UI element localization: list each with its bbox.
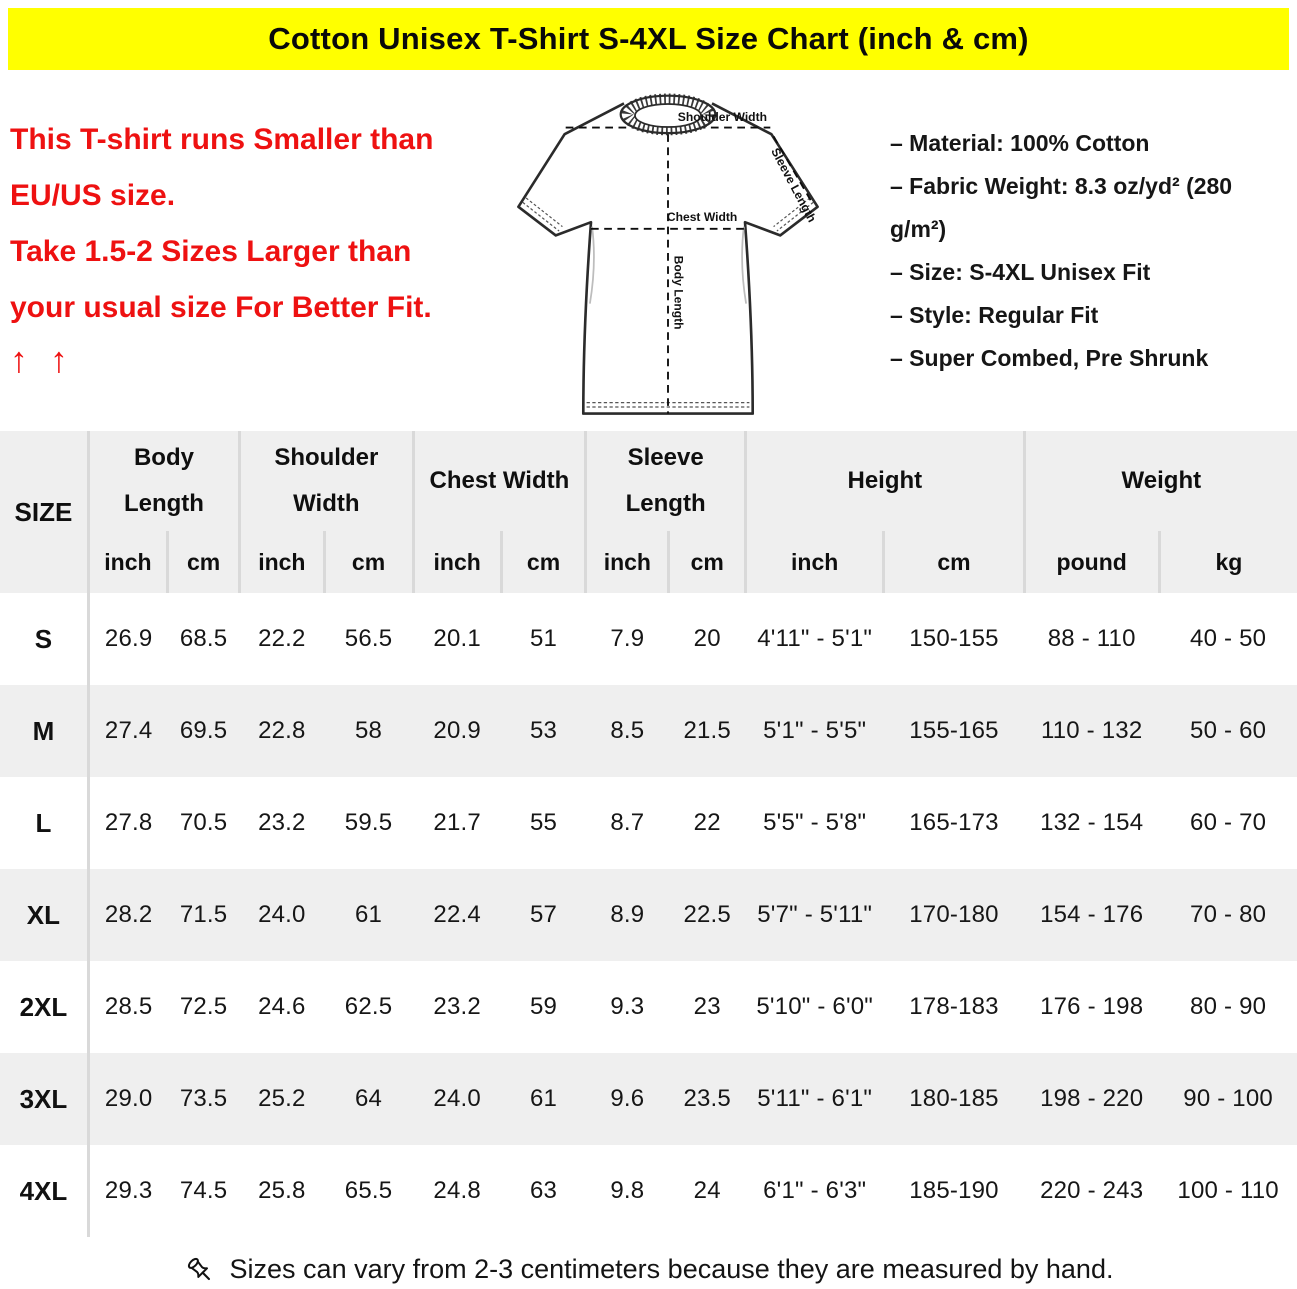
table-cell: 71.5 bbox=[179, 901, 228, 928]
table-cell: 20 bbox=[693, 625, 721, 652]
table-cell: 132 - 154 bbox=[1040, 809, 1144, 836]
table-cell: 53 bbox=[530, 717, 558, 744]
title-banner bbox=[8, 8, 1289, 70]
table-cell: 22 bbox=[693, 809, 721, 836]
table-cell: 65.5 bbox=[344, 1177, 393, 1204]
table-cell: 178-183 bbox=[909, 993, 999, 1020]
detail-item: – Fabric Weight: 8.3 oz/yd² (280 g/m²) bbox=[890, 173, 1233, 242]
table-cell: 100 - 110 bbox=[1177, 1177, 1279, 1204]
table-cell: 170-180 bbox=[909, 901, 999, 928]
table-cell: 176 - 198 bbox=[1040, 993, 1144, 1020]
table-cell: 29.3 bbox=[104, 1177, 153, 1204]
table-cell: 8.7 bbox=[610, 809, 645, 836]
table-cell: 64 bbox=[354, 1085, 383, 1112]
table-cell: 24.0 bbox=[258, 901, 306, 928]
unit-header-row bbox=[0, 531, 1297, 593]
notice-line: your usual size For Better Fit. bbox=[10, 291, 432, 324]
table-cell: 24.6 bbox=[258, 993, 306, 1020]
table-cell: 24.8 bbox=[433, 1177, 481, 1204]
table-cell: 9.8 bbox=[610, 1177, 645, 1204]
table-cell: 21.5 bbox=[683, 717, 731, 744]
table-cell: 29.0 bbox=[104, 1085, 153, 1112]
size-cell: 4XL bbox=[0, 1145, 88, 1237]
table-row bbox=[0, 869, 1297, 961]
table-cell: 20.1 bbox=[433, 625, 481, 652]
table-cell: 165-173 bbox=[909, 809, 999, 836]
table-cell: 60 - 70 bbox=[1190, 809, 1267, 836]
pushpin-icon bbox=[184, 1254, 216, 1286]
table-cell: 61 bbox=[530, 1085, 558, 1112]
table-cell: 6'1" - 6'3" bbox=[763, 1177, 867, 1204]
footer-note bbox=[0, 1237, 1297, 1289]
table-cell: 40 - 50 bbox=[1190, 625, 1267, 652]
unit-label: inch bbox=[586, 531, 669, 593]
up-arrows-icon: ↑ ↑ bbox=[10, 339, 75, 380]
table-cell: 72.5 bbox=[179, 993, 228, 1020]
table-cell: 23.2 bbox=[433, 993, 481, 1020]
detail-item: – Size: S-4XL Unisex Fit bbox=[890, 259, 1151, 285]
table-cell: 198 - 220 bbox=[1040, 1085, 1144, 1112]
table-cell: 23.5 bbox=[683, 1085, 731, 1112]
size-cell: XL bbox=[0, 869, 88, 961]
table-cell: 25.2 bbox=[258, 1085, 306, 1112]
table-cell: 68.5 bbox=[179, 625, 228, 652]
table-cell: 21.7 bbox=[433, 809, 481, 836]
group-body-length: Body Length bbox=[88, 431, 239, 531]
size-cell: M bbox=[0, 685, 88, 777]
unit-label: cm bbox=[168, 531, 240, 593]
unit-label: inch bbox=[88, 531, 167, 593]
tshirt-illustration-icon bbox=[502, 88, 834, 429]
table-cell: 154 - 176 bbox=[1040, 901, 1144, 928]
table-cell: 5'5" - 5'8" bbox=[763, 809, 867, 836]
top-section bbox=[0, 78, 1297, 431]
table-cell: 69.5 bbox=[179, 717, 228, 744]
shoulder-width-label: Shoulder Width bbox=[677, 110, 767, 124]
table-row bbox=[0, 1053, 1297, 1145]
unit-label: pound bbox=[1024, 531, 1159, 593]
size-table-body bbox=[0, 593, 1297, 1237]
unit-label: cm bbox=[501, 531, 585, 593]
table-cell: 62.5 bbox=[344, 993, 393, 1020]
size-cell: L bbox=[0, 777, 88, 869]
table-cell: 90 - 100 bbox=[1183, 1085, 1273, 1112]
size-cell: S bbox=[0, 593, 88, 685]
detail-item: – Style: Regular Fit bbox=[890, 302, 1099, 328]
table-cell: 74.5 bbox=[179, 1177, 228, 1204]
notice-line: This T-shirt runs Smaller than bbox=[10, 123, 434, 156]
table-header bbox=[0, 431, 1297, 593]
table-cell: 5'11" - 6'1" bbox=[757, 1085, 873, 1112]
table-cell: 26.9 bbox=[104, 625, 153, 652]
detail-item: – Material: 100% Cotton bbox=[890, 130, 1150, 156]
table-cell: 5'1" - 5'5" bbox=[763, 717, 867, 744]
group-header-row bbox=[0, 431, 1297, 531]
size-cell: 2XL bbox=[0, 961, 88, 1053]
table-cell: 150-155 bbox=[909, 625, 999, 652]
table-cell: 22.8 bbox=[258, 717, 306, 744]
size-cell: 3XL bbox=[0, 1053, 88, 1145]
size-column-header: SIZE bbox=[0, 431, 88, 593]
group-sleeve-length: Sleeve Length bbox=[586, 431, 746, 531]
table-cell: 110 - 132 bbox=[1040, 717, 1143, 744]
tshirt-diagram bbox=[502, 78, 834, 434]
fit-notice bbox=[0, 78, 502, 384]
table-cell: 8.5 bbox=[610, 717, 645, 744]
product-details bbox=[834, 78, 1297, 380]
table-cell: 5'10" - 6'0" bbox=[756, 993, 874, 1020]
table-row bbox=[0, 1145, 1297, 1237]
table-cell: 55 bbox=[530, 809, 558, 836]
size-table bbox=[0, 431, 1297, 1237]
table-row bbox=[0, 777, 1297, 869]
table-cell: 28.2 bbox=[104, 901, 153, 928]
table-cell: 70 - 80 bbox=[1190, 901, 1267, 928]
unit-label: cm bbox=[324, 531, 413, 593]
group-shoulder-width: Shoulder Width bbox=[240, 431, 413, 531]
table-row bbox=[0, 593, 1297, 685]
table-cell: 88 - 110 bbox=[1047, 625, 1136, 652]
table-cell: 23.2 bbox=[258, 809, 306, 836]
table-cell: 8.9 bbox=[610, 901, 645, 928]
table-cell: 63 bbox=[530, 1177, 558, 1204]
table-cell: 22.4 bbox=[433, 901, 481, 928]
footer-note-text: Sizes can vary from 2-3 centimeters because they are measured by hand. bbox=[229, 1254, 1114, 1284]
table-cell: 24.0 bbox=[433, 1085, 481, 1112]
table-cell: 27.4 bbox=[104, 717, 153, 744]
table-cell: 80 - 90 bbox=[1190, 993, 1267, 1020]
table-cell: 155-165 bbox=[909, 717, 999, 744]
body-length-label: Body Length bbox=[671, 255, 686, 330]
sleeve-length-label: Sleeve Length bbox=[768, 145, 820, 225]
unit-label: kg bbox=[1159, 531, 1297, 593]
table-cell: 24 bbox=[693, 1177, 721, 1204]
unit-label: inch bbox=[746, 531, 884, 593]
page-title: Cotton Unisex T-Shirt S-4XL Size Chart (inch & cm) bbox=[268, 21, 1029, 56]
table-cell: 5'7" - 5'11" bbox=[757, 901, 873, 928]
table-cell: 27.8 bbox=[104, 809, 153, 836]
notice-line: EU/US size. bbox=[10, 179, 176, 212]
unit-label: cm bbox=[669, 531, 746, 593]
table-cell: 56.5 bbox=[344, 625, 393, 652]
notice-line: Take 1.5-2 Sizes Larger than bbox=[10, 235, 412, 268]
table-cell: 185-190 bbox=[909, 1177, 999, 1204]
table-cell: 22.5 bbox=[683, 901, 731, 928]
table-cell: 7.9 bbox=[610, 625, 645, 652]
table-cell: 50 - 60 bbox=[1190, 717, 1267, 744]
table-cell: 57 bbox=[530, 901, 558, 928]
table-cell: 180-185 bbox=[909, 1085, 999, 1112]
table-cell: 28.5 bbox=[104, 993, 153, 1020]
chest-width-label: Chest Width bbox=[666, 210, 738, 225]
table-row bbox=[0, 961, 1297, 1053]
table-cell: 73.5 bbox=[179, 1085, 228, 1112]
table-cell: 9.3 bbox=[610, 993, 645, 1020]
table-cell: 59.5 bbox=[344, 809, 393, 836]
table-cell: 4'11" - 5'1" bbox=[757, 625, 873, 652]
group-height: Height bbox=[746, 431, 1025, 531]
unit-label: inch bbox=[240, 531, 324, 593]
unit-label: cm bbox=[884, 531, 1024, 593]
table-cell: 9.6 bbox=[610, 1085, 645, 1112]
table-cell: 70.5 bbox=[179, 809, 228, 836]
table-cell: 20.9 bbox=[433, 717, 481, 744]
group-weight: Weight bbox=[1024, 431, 1297, 531]
table-cell: 23 bbox=[693, 993, 721, 1020]
detail-item: – Super Combed, Pre Shrunk bbox=[890, 345, 1209, 371]
table-cell: 220 - 243 bbox=[1040, 1177, 1144, 1204]
table-cell: 22.2 bbox=[258, 625, 306, 652]
table-cell: 61 bbox=[354, 901, 383, 928]
table-row bbox=[0, 685, 1297, 777]
table-cell: 59 bbox=[530, 993, 558, 1020]
table-cell: 58 bbox=[354, 717, 383, 744]
table-cell: 51 bbox=[530, 625, 558, 652]
unit-label: inch bbox=[413, 531, 501, 593]
group-chest-width: Chest Width bbox=[413, 431, 586, 531]
table-cell: 25.8 bbox=[258, 1177, 306, 1204]
